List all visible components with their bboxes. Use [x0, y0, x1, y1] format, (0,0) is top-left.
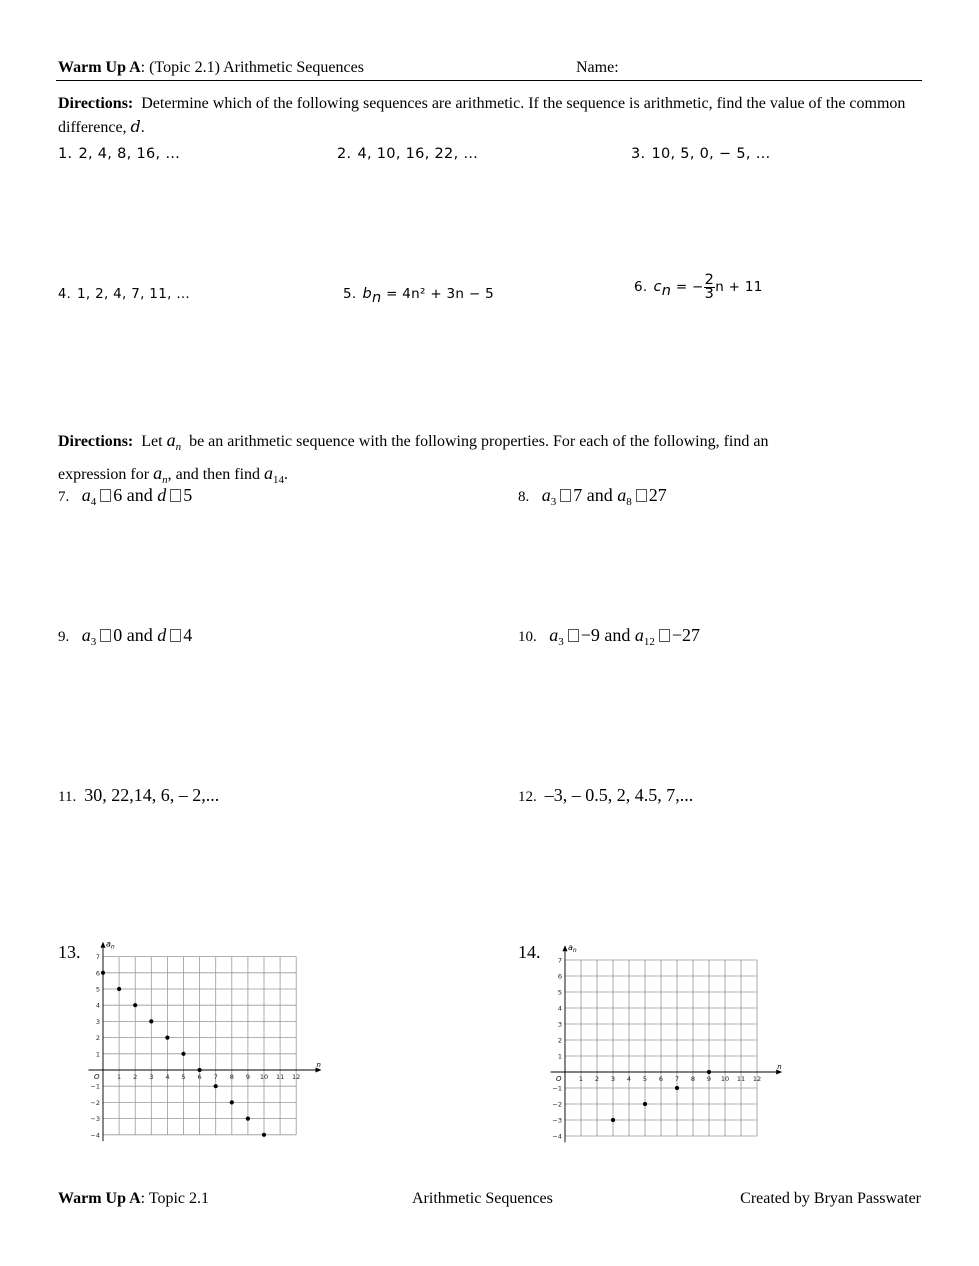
x-axis-label: n [316, 1061, 321, 1069]
y-tick-label: −3 [90, 1115, 100, 1124]
directions-2-a14-sub: 14 [273, 474, 285, 486]
footer-center: Arithmetic Sequences [412, 1190, 553, 1207]
problem-7-value2: 5 [183, 485, 193, 505]
x-tick-label: 5 [642, 1075, 648, 1083]
problem-7-conj: and [126, 485, 153, 505]
problem-6-sub: n [661, 282, 672, 299]
y-tick-label: 7 [557, 956, 562, 965]
problem-10-conj: and [604, 625, 631, 645]
problem-7 [58, 485, 192, 506]
y-tick-label: 1 [95, 1050, 100, 1059]
graph-13 [80, 942, 330, 1142]
problem-8-sub: 3 [550, 496, 557, 508]
y-tick-label: 2 [557, 1036, 562, 1045]
y-tick-label: 4 [95, 1001, 100, 1010]
problem-6-eq: = − [671, 278, 704, 295]
problem-7-symbol-box-2 [170, 489, 181, 502]
data-point [675, 1086, 679, 1090]
data-point [611, 1118, 615, 1122]
problem-4-number: 4. [58, 287, 72, 302]
problem-9 [58, 625, 192, 646]
problem-8-var2: a [617, 485, 627, 505]
y-tick-label: 4 [557, 1004, 562, 1013]
footer-right: Created by Bryan Passwater [740, 1190, 921, 1207]
problem-6-fraction [704, 274, 716, 301]
data-point [262, 1133, 266, 1137]
problem-4-expression: 1, 2, 4, 7, 11, … [77, 286, 191, 302]
directions-1-text: Determine which of the following sequences are arithmetic. If the sequence is arithmetic, find the value of the common difference, [58, 95, 906, 136]
directions-2-an-var: a [166, 430, 176, 450]
x-tick-label: 4 [165, 1073, 170, 1081]
problem-10-symbol-box [568, 629, 579, 642]
problem-5-sub: n [372, 290, 382, 306]
y-tick-label: 5 [557, 988, 562, 997]
problem-3-expression: 10, 5, 0, − 5, … [651, 146, 771, 162]
footer-left-bold: Warm Up A [58, 1190, 141, 1207]
problem-12-number: 12. [518, 789, 537, 805]
y-tick-label: −1 [90, 1082, 100, 1091]
problem-9-value2: 4 [183, 625, 193, 645]
problem-9-symbol-box-2 [170, 629, 181, 642]
x-tick-label: 5 [181, 1073, 186, 1081]
problem-9-sub: 3 [90, 636, 97, 648]
data-point [198, 1068, 202, 1072]
x-tick-label: 9 [245, 1073, 250, 1081]
y-tick-label: 6 [95, 969, 100, 978]
y-axis-arrow [101, 942, 106, 948]
footer-left-rest: : Topic 2.1 [140, 1190, 210, 1207]
y-tick-label: 3 [95, 1017, 100, 1026]
problem-8-number: 8. [518, 489, 530, 505]
problem-5-var: b [362, 286, 372, 302]
problem-8-var: a [541, 485, 551, 505]
problem-9-number: 9. [58, 629, 70, 645]
data-point [230, 1100, 234, 1104]
problem-5-number: 5. [343, 286, 357, 302]
problem-10-number: 10. [518, 629, 537, 645]
y-axis-label: $a_n$ [568, 943, 577, 955]
problem-5 [343, 286, 494, 306]
problem-11-expression: 30, 22,14, 6, – 2,... [84, 785, 220, 805]
y-axis-sub: n [110, 943, 115, 951]
problem-1-number: 1. [58, 146, 73, 162]
directions-1-end: . [140, 119, 145, 136]
x-tick-label: 1 [117, 1073, 122, 1081]
directions-2-text2b: , and then find [167, 466, 261, 483]
x-tick-label: 8 [690, 1075, 696, 1083]
problem-6-var: c [653, 278, 662, 295]
problem-10-value2: −27 [671, 625, 701, 645]
problem-2-number: 2. [337, 146, 352, 162]
problem-7-var: a [81, 485, 91, 505]
directions-2-an-sub: n [175, 441, 182, 453]
y-tick-label: −3 [552, 1116, 562, 1125]
data-point [117, 987, 121, 991]
x-tick-label: 2 [133, 1073, 138, 1081]
problem-8-symbol-box [560, 489, 571, 502]
x-tick-label: 8 [229, 1073, 234, 1081]
problem-7-symbol-box [100, 489, 111, 502]
problem-7-sub: 4 [90, 496, 97, 508]
problem-10-value1: −9 [580, 625, 600, 645]
problem-8-sub2: 8 [626, 496, 632, 508]
directions-2-text2a: expression for [58, 466, 150, 483]
data-point [643, 1102, 647, 1106]
directions-2-an-sub-2: n [162, 474, 168, 486]
problem-8-symbol-box-2 [636, 489, 647, 502]
data-point [707, 1070, 711, 1074]
problem-2 [337, 146, 478, 163]
x-tick-label: 9 [706, 1075, 712, 1083]
directions-2-an-var-2: a [153, 463, 163, 483]
y-tick-label: −1 [552, 1084, 562, 1093]
data-point [149, 1019, 153, 1023]
problem-11 [58, 785, 219, 806]
data-point [133, 1003, 137, 1007]
graph-14 [540, 942, 790, 1147]
origin-label: O [94, 1073, 100, 1081]
problem-1-expression: 2, 4, 8, 16, … [78, 146, 181, 162]
x-tick-label: 4 [626, 1075, 632, 1083]
problem-6-number: 6. [634, 278, 648, 295]
directions-2-period: . [284, 466, 289, 483]
problem-10-sub2: 12 [643, 636, 655, 648]
problem-11-number: 11. [58, 789, 77, 805]
problem-10-var: a [549, 625, 559, 645]
problem-6-frac-den: 3 [704, 286, 715, 302]
y-tick-label: −2 [90, 1098, 100, 1107]
directions-1-var: d [130, 117, 141, 136]
problem-10-var2: a [634, 625, 644, 645]
name-label: Name: [576, 59, 619, 76]
y-axis-sub: n [572, 947, 577, 955]
data-point [101, 971, 105, 975]
y-tick-label: 6 [557, 972, 562, 981]
header-title-bold: Warm Up A [58, 59, 141, 76]
problem-2-expression: 4, 10, 16, 22, … [357, 146, 479, 162]
problem-10-sub: 3 [558, 636, 564, 648]
origin-label: O [556, 1075, 562, 1083]
y-tick-label: 7 [95, 953, 100, 962]
y-axis-arrow [563, 945, 568, 951]
y-tick-label: 2 [95, 1034, 100, 1043]
directions-1-label: Directions: [58, 95, 134, 112]
data-point [165, 1036, 169, 1040]
y-tick-label: 3 [557, 1020, 562, 1029]
directions-1 [58, 92, 918, 139]
problem-7-value1: 6 [113, 485, 123, 505]
x-tick-label: 11 [736, 1075, 746, 1083]
y-tick-label: −4 [552, 1132, 562, 1141]
x-tick-label: 12 [752, 1075, 762, 1083]
data-point [181, 1052, 185, 1056]
problem-8-value1: 7 [573, 485, 583, 505]
problem-8 [518, 485, 667, 506]
y-axis-label: $a_n$ [106, 942, 115, 951]
directions-2 [58, 425, 918, 491]
y-tick-label: 5 [95, 985, 100, 994]
problem-9-symbol-box [100, 629, 111, 642]
directions-2-text1: be an arithmetic sequence with the following properties. For each of the following, find an [189, 433, 769, 450]
y-tick-label: −2 [552, 1100, 562, 1109]
problem-7-var2: d [157, 485, 167, 505]
x-tick-label: 10 [720, 1075, 730, 1083]
problem-1 [58, 146, 180, 163]
data-point [214, 1084, 218, 1088]
problem-9-var2: d [157, 625, 167, 645]
problem-9-value1: 0 [113, 625, 123, 645]
header-title-rest: : (Topic 2.1) Arithmetic Sequences [140, 59, 364, 76]
problem-10 [518, 625, 700, 646]
x-tick-label: 3 [610, 1075, 616, 1083]
data-point [246, 1117, 250, 1121]
problem-4 [58, 286, 190, 303]
x-tick-label: 10 [259, 1073, 269, 1081]
y-tick-label: −4 [90, 1131, 100, 1140]
x-tick-label: 11 [275, 1073, 285, 1081]
directions-2-let: Let [141, 433, 163, 450]
problem-5-expression: = 4n² + 3n − 5 [381, 286, 494, 302]
x-tick-label: 6 [658, 1075, 664, 1083]
problem-8-value2: 27 [648, 485, 667, 505]
x-tick-label: 7 [674, 1075, 680, 1083]
x-tick-label: 1 [578, 1075, 584, 1083]
footer-left [58, 1190, 209, 1208]
x-tick-label: 7 [213, 1073, 218, 1081]
problem-9-conj: and [126, 625, 153, 645]
x-tick-label: 12 [292, 1073, 301, 1081]
directions-2-label: Directions: [58, 433, 134, 450]
page-header [58, 59, 364, 77]
problem-3 [631, 146, 771, 163]
problem-8-conj: and [586, 485, 613, 505]
y-tick-label: 1 [557, 1052, 562, 1061]
problem-12 [518, 785, 693, 806]
problem-6 [634, 274, 763, 301]
directions-2-a14-var: a [264, 463, 274, 483]
header-rule [56, 80, 922, 81]
x-tick-label: 2 [594, 1075, 600, 1083]
problem-12-expression: –3, – 0.5, 2, 4.5, 7,... [544, 785, 694, 805]
problem-14-number: 14. [518, 942, 541, 962]
problem-10-symbol-box-2 [659, 629, 670, 642]
problem-13-number: 13. [58, 942, 81, 962]
x-axis-label: n [777, 1063, 782, 1071]
problem-3-number: 3. [631, 146, 646, 162]
problem-7-number: 7. [58, 489, 70, 505]
problem-6-tail: n + 11 [715, 278, 763, 295]
x-tick-label: 3 [149, 1073, 154, 1081]
problem-6-frac-num: 2 [704, 272, 715, 288]
x-tick-label: 6 [197, 1073, 202, 1081]
problem-9-var: a [81, 625, 91, 645]
